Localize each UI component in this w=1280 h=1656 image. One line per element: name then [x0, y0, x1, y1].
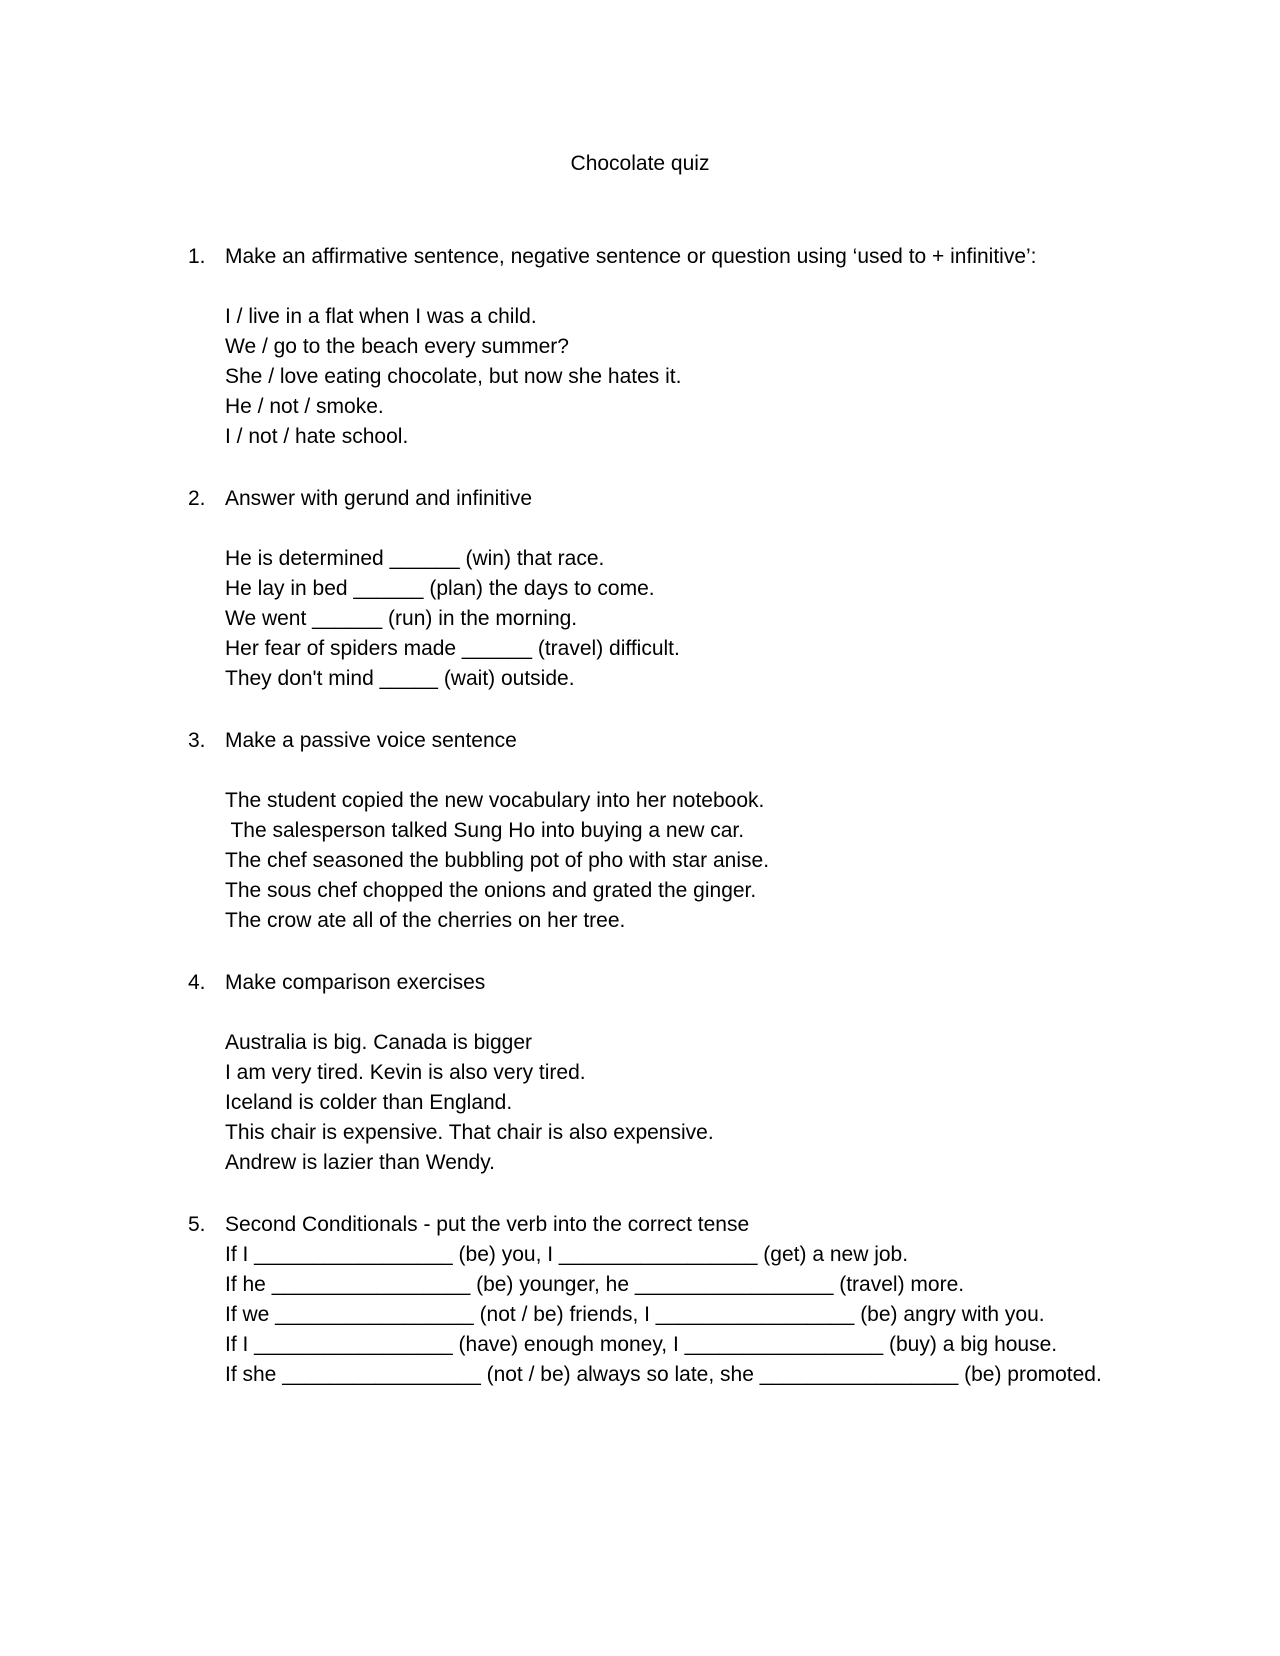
exercise-line: If I _________________ (be) you, I _________________ (get) a new job. — [225, 1243, 909, 1266]
question-heading — [188, 242, 1188, 272]
exercise-line: She / love eating chocolate, but now she hates it. — [225, 365, 682, 388]
question-heading — [188, 484, 1188, 514]
document-title: Chocolate quiz — [570, 152, 710, 175]
exercise-line: This chair is expensive. That chair is also expensive. — [225, 1121, 714, 1144]
question-3 — [188, 726, 1188, 936]
question-number: 4. — [188, 971, 206, 994]
exercise-line: The student copied the new vocabulary into her notebook. — [225, 789, 765, 812]
exercise-line: Her fear of spiders made ______ (travel) difficult. — [225, 637, 680, 660]
question-items — [225, 544, 1188, 694]
question-items — [225, 786, 1188, 936]
question-number: 3. — [188, 729, 206, 752]
question-instruction: Make comparison exercises — [225, 971, 486, 994]
exercise-line: Andrew is lazier than Wendy. — [225, 1151, 496, 1174]
exercise-line: The crow ate all of the cherries on her tree. — [225, 909, 626, 932]
exercise-line: The chef seasoned the bubbling pot of pho with star anise. — [225, 849, 770, 872]
question-instruction: Make an affirmative sentence, negative sentence or question using ‘used to + infinitive’: — [225, 245, 1037, 268]
question-instruction: Answer with gerund and infinitive — [225, 487, 533, 510]
exercise-line: If he _________________ (be) younger, he _________________ (travel) more. — [225, 1273, 965, 1296]
exercise-line: The sous chef chopped the onions and grated the ginger. — [225, 879, 757, 902]
exercise-line: The salesperson talked Sung Ho into buying a new car. — [225, 819, 745, 842]
exercise-line: Iceland is colder than England. — [225, 1091, 513, 1114]
question-items — [225, 1028, 1188, 1178]
exercise-line: If I _________________ (have) enough money, I _________________ (buy) a big house. — [225, 1333, 1058, 1356]
question-2 — [188, 484, 1188, 694]
exercise-line: He lay in bed ______ (plan) the days to come. — [225, 577, 655, 600]
exercise-line: We / go to the beach every summer? — [225, 335, 569, 358]
question-items — [225, 1240, 1188, 1390]
question-instruction: Make a passive voice sentence — [225, 729, 517, 752]
exercise-line: If she _________________ (not / be) always so late, she _________________ (be) promoted. — [225, 1363, 1102, 1386]
exercise-line: He is determined ______ (win) that race. — [225, 547, 605, 570]
exercise-line: I am very tired. Kevin is also very tired. — [225, 1061, 586, 1084]
exercise-line: I / not / hate school. — [225, 425, 409, 448]
exercise-line: We went ______ (run) in the morning. — [225, 607, 578, 630]
exercise-line: I / live in a flat when I was a child. — [225, 305, 537, 328]
exercise-line: They don't mind _____ (wait) outside. — [225, 667, 575, 690]
question-4 — [188, 968, 1188, 1178]
question-5 — [188, 1210, 1188, 1390]
question-heading — [188, 726, 1188, 756]
exercise-line: He / not / smoke. — [225, 395, 384, 418]
question-number: 5. — [188, 1213, 206, 1236]
question-number: 1. — [188, 245, 206, 268]
question-heading — [188, 968, 1188, 998]
question-instruction: Second Conditionals - put the verb into the correct tense — [225, 1213, 750, 1236]
question-number: 2. — [188, 487, 206, 510]
question-items — [225, 302, 1188, 452]
exercise-line: If we _________________ (not / be) friends, I _________________ (be) angry with you. — [225, 1303, 1045, 1326]
exercise-line: Australia is big. Canada is bigger — [225, 1031, 533, 1054]
question-heading — [188, 1210, 1188, 1240]
question-1 — [188, 242, 1188, 452]
